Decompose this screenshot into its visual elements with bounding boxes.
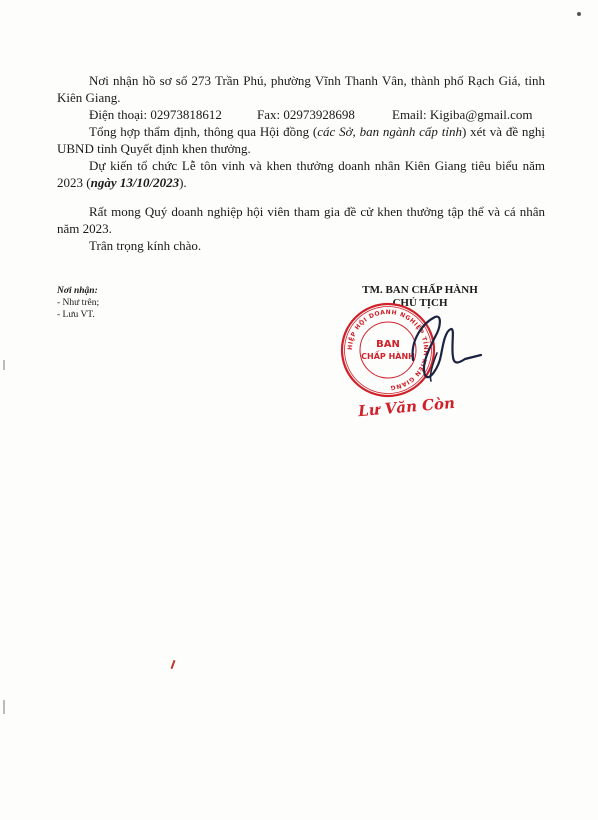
review-text-start: Tổng hợp thẩm định, thông qua Hội đồng (: [89, 124, 318, 139]
scan-mark: [171, 660, 176, 669]
signer-name: Lư Văn Còn: [357, 393, 456, 421]
scan-edge-mark: [3, 700, 5, 714]
letter-body: [57, 72, 545, 237]
recipient-item: - Như trên;: [57, 298, 100, 308]
email-text: Email: Kigiba@gmail.com: [392, 107, 533, 122]
scan-edge-mark: [3, 360, 5, 370]
recipients-block: [57, 285, 99, 321]
review-text-end: ) xét và đề nghị UBND tỉnh Quyết định khen thưởng.: [57, 124, 545, 156]
seal-center-line2: CHẤP HÀNH: [361, 352, 415, 361]
handwritten-signature: [395, 305, 485, 390]
address-paragraph: Nơi nhận hồ sơ số 273 Trần Phú, phường Vĩnh Thanh Vân, thành phố Rạch Giá, tỉnh Kiên Giang.: [57, 73, 545, 105]
request-paragraph: Rất mong Quý doanh nghiệp hội viên tham gia đề cử khen thưởng tập thể và cá nhân năm 2023.: [57, 204, 545, 236]
review-text-italic: các Sở, ban ngành cấp tỉnh: [317, 124, 462, 139]
signature-title-line2: CHỦ TỊCH: [392, 297, 448, 309]
ceremony-paragraph: [57, 157, 545, 191]
ceremony-text-start: Dự kiến tổ chức Lễ tôn vinh và khen thưởng doanh nhân Kiên Giang tiêu biểu năm 2023 (: [57, 158, 545, 190]
scan-dot: [577, 12, 581, 16]
recipients-heading: Nơi nhận:: [57, 286, 98, 296]
contact-line: [57, 106, 545, 123]
signature-title-line1: TM. BAN CHẤP HÀNH: [362, 284, 478, 296]
closing-line: Trân trọng kính chào.: [89, 238, 202, 253]
seal-ring-text: HIỆP HỘI DOANH NGHIỆP TỈNH KIÊN GIANG: [346, 308, 430, 392]
seal-center-line1: BAN: [376, 339, 400, 350]
ceremony-date: ngày 13/10/2023: [90, 175, 180, 190]
recipient-item: - Lưu VT.: [57, 310, 95, 320]
ceremony-text-end: ).: [179, 175, 187, 190]
fax-text: Fax: 02973928698: [257, 107, 355, 122]
phone-text: Điện thoại: 02973818612: [89, 107, 222, 122]
review-paragraph: [57, 123, 545, 157]
